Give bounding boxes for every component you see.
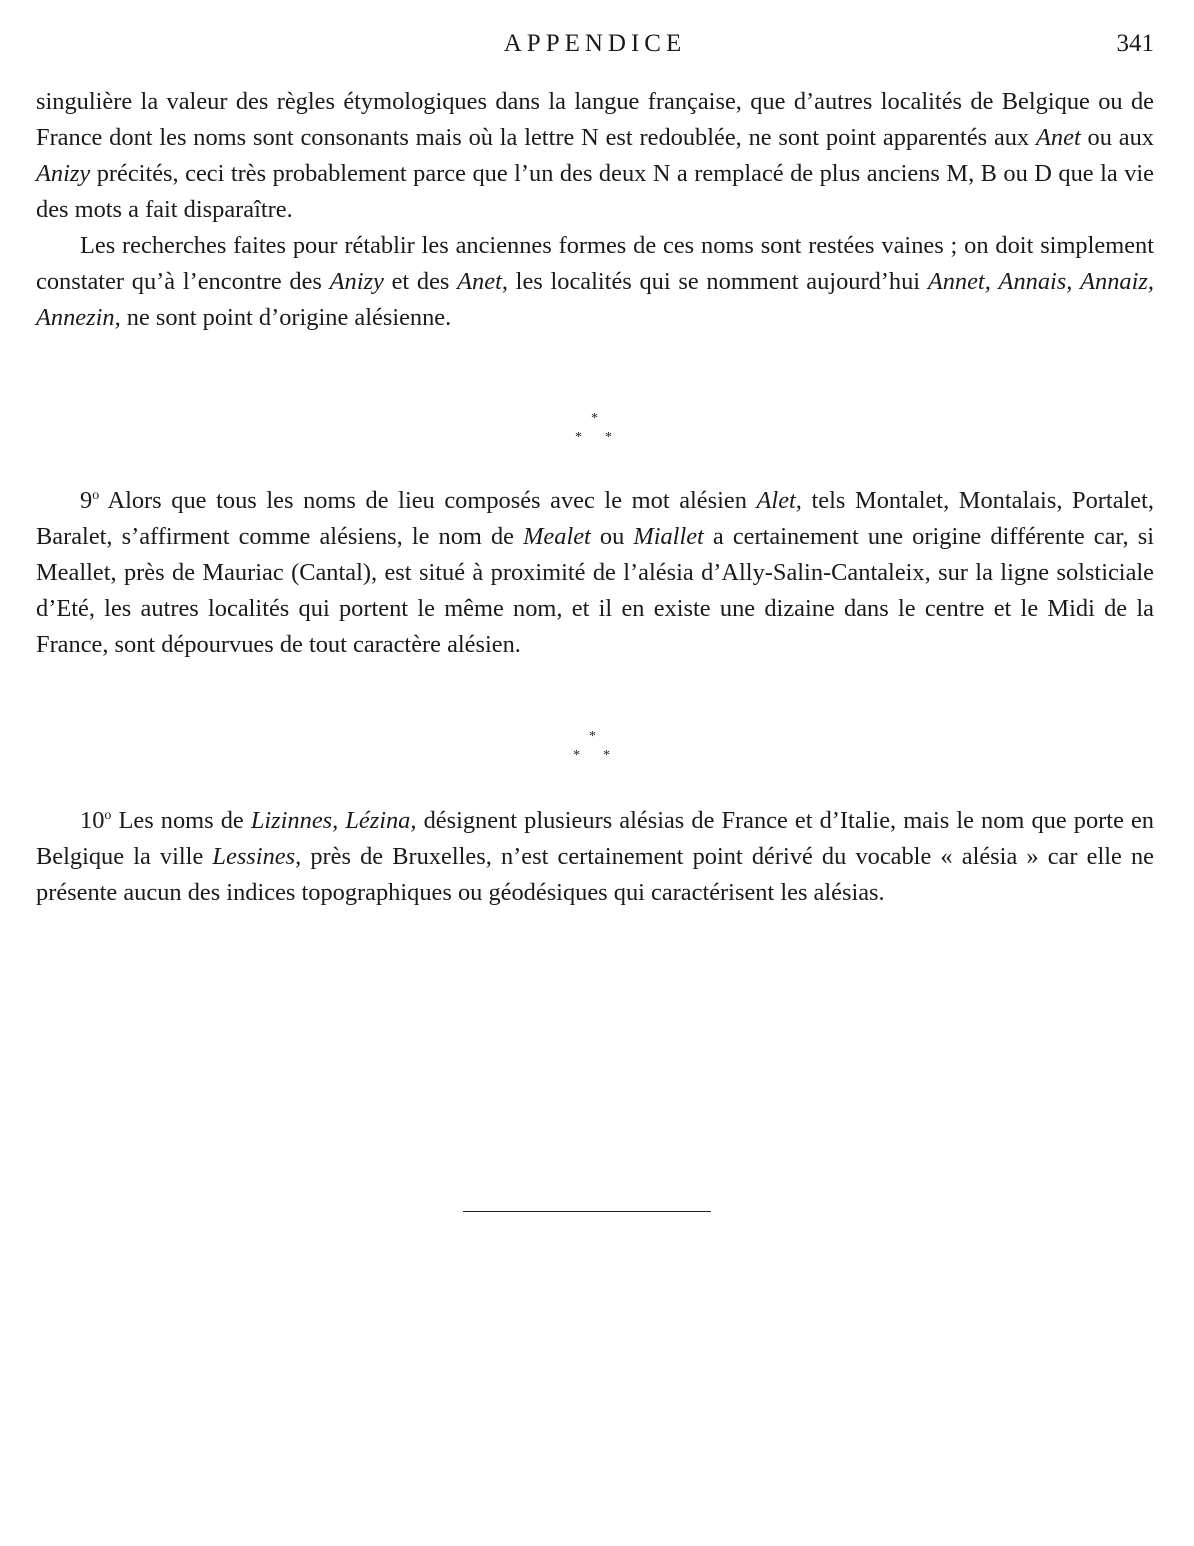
text-run: précités, ceci très probablement parce que l’un des deux N a remplacé de plus anciens M, B ou D que la vie des mots a fait disparaître. — [36, 160, 1154, 223]
italic-place-name: Annezin, — [36, 304, 121, 331]
asterism-separator — [560, 728, 610, 766]
asterisk-icon: * — [573, 748, 580, 763]
asterisk-icon: * — [575, 430, 582, 445]
italic-place-name: Lizinnes, — [250, 807, 339, 834]
text-run: tels Montalet, Montalais, Portalet, Baralet, s’affirment comme alésiens, le nom de — [36, 487, 1154, 550]
paragraph-1 — [36, 84, 1154, 228]
italic-place-name: Anet, — [457, 268, 508, 295]
page-header — [36, 30, 1154, 64]
italic-place-name: Lessines, — [212, 843, 302, 870]
text-run: près de Bruxelles, n’est certainement point dérivé du vocable « alésia » car elle ne présente aucun des indices topographiques ou géodésiques qui caractérisent les alésias. — [36, 843, 1154, 906]
text-run: les localités qui se nomment aujourd’hui — [507, 268, 928, 295]
text-run: singulière la valeur des règles étymologiques dans la langue française, que d’autres localités de Belgique ou de France dont les noms sont consonants mais où la lettre N est redoublée, ne sont point apparentés aux — [36, 88, 1154, 151]
running-title: APPENDICE — [503, 30, 687, 57]
ordinal-mark: o — [92, 488, 100, 503]
asterism-separator — [560, 410, 610, 448]
italic-place-name: Mealet — [523, 523, 591, 550]
text-run: ou — [590, 523, 634, 550]
italic-place-name: Annet, — [927, 268, 991, 295]
text-run: Alors que tous les noms de lieu composés avec le mot alésien — [99, 487, 757, 514]
italic-place-name: Annaiz, — [1080, 268, 1154, 295]
italic-place-name: Annais, — [998, 268, 1073, 295]
ordinal-mark: o — [104, 808, 112, 823]
italic-place-name: Miallet — [633, 523, 704, 550]
italic-place-name: Alet, — [756, 487, 802, 514]
text-run — [991, 268, 999, 295]
section-number: 9 — [80, 487, 93, 514]
text-run: et des — [383, 268, 458, 295]
text-run — [1072, 268, 1080, 295]
italic-place-name: Anet — [1036, 124, 1081, 151]
text-run: ou aux — [1080, 124, 1154, 151]
text-run: Les recherches faites pour rétablir les anciennes formes de ces noms sont restées vaines ; on doit simplement constater qu’à l’encontre des — [36, 232, 1154, 295]
asterisk-icon: * — [603, 748, 610, 763]
body-text-bottom — [36, 798, 1154, 911]
asterisk-icon: * — [591, 411, 598, 426]
section-number: 10 — [80, 807, 105, 834]
text-run: ne sont point d’origine alésienne. — [120, 304, 452, 331]
body-text-middle — [36, 478, 1154, 663]
asterisk-icon: * — [605, 430, 612, 445]
text-run: désignent plusieurs alésias de France et d’Italie, mais le nom que porte en Belgique la ville — [36, 807, 1154, 870]
page-number: 341 — [1116, 30, 1154, 57]
italic-place-name: Anizy — [329, 268, 384, 295]
text-run: a certainement une origine différente car, si Meallet, près de Mauriac (Cantal), est situé à proximité de l’alésia d’Ally-Salin-Cantaleix, sur la ligne solsticiale d’Eté, les autres localités qui portent le même nom, et il en existe une dizaine dans le centre et le Midi de la France, sont dépourvues de tout caractère alésien. — [36, 523, 1155, 658]
end-rule — [463, 1211, 711, 1212]
paragraph-3 — [36, 478, 1154, 663]
paragraph-2 — [36, 228, 1154, 336]
italic-place-name: Anizy — [36, 160, 91, 187]
asterisk-icon: * — [589, 729, 596, 744]
body-text-top — [36, 84, 1154, 336]
paragraph-4 — [36, 798, 1154, 911]
text-run: Les noms de — [111, 807, 251, 834]
italic-place-name: Lézina, — [345, 807, 417, 834]
